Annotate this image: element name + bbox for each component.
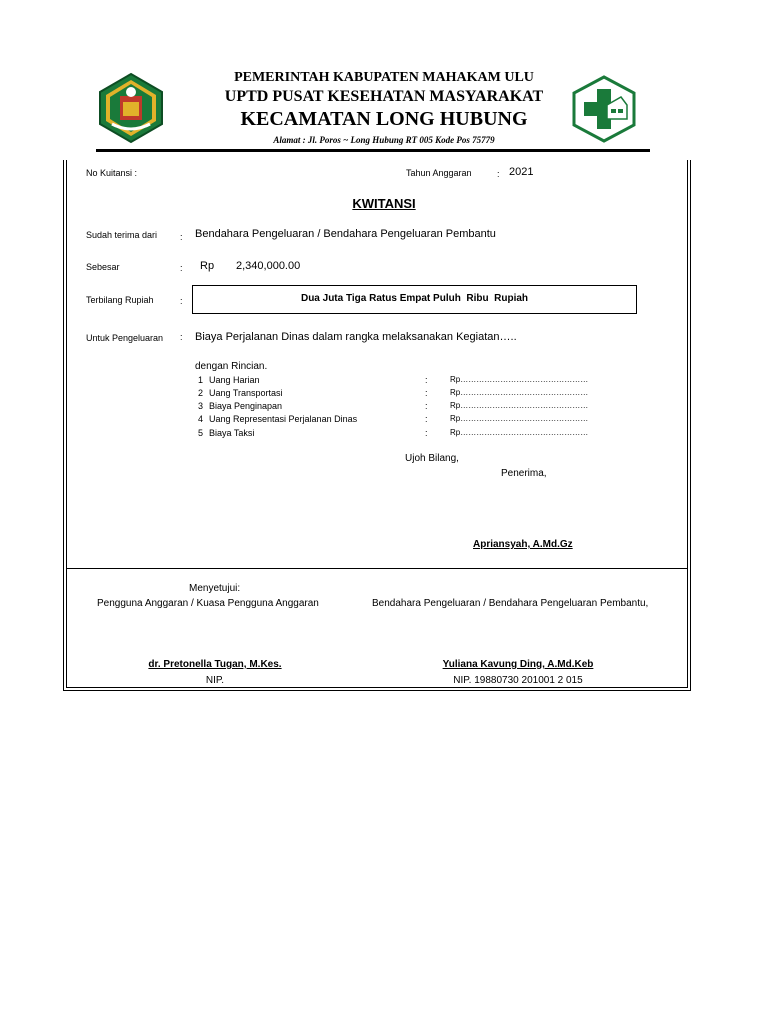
detail-label: Uang Representasi Perjalanan Dinas [209, 414, 358, 424]
detail-colon: : [425, 375, 428, 385]
header-institution: UPTD PUSAT KESEHATAN MASYARAKAT [224, 88, 544, 105]
detail-label: Biaya Taksi [209, 428, 255, 438]
detail-amount: Rp………………………………………… [450, 428, 589, 437]
detail-number: 1 [198, 375, 204, 385]
detail-colon: : [425, 401, 428, 411]
treasurer-name: Yuliana Kavung Ding, A.Md.Keb [442, 659, 594, 670]
spelled-amount-colon: : [180, 296, 183, 306]
amount-label: Sebesar [86, 262, 120, 272]
detail-number: 4 [198, 414, 204, 424]
amount-colon: : [180, 263, 183, 273]
detail-colon: : [425, 414, 428, 424]
detail-amount: Rp………………………………………… [450, 414, 589, 423]
frame-left-outer [63, 160, 64, 690]
budget-year-value: 2021 [509, 166, 534, 178]
spelled-amount-label: Terbilang Rupiah [86, 295, 154, 305]
receiver-label: Penerima, [501, 468, 547, 479]
detail-amount: Rp………………………………………… [450, 375, 589, 384]
amount-value: 2,340,000.00 [236, 260, 301, 272]
detail-label: Biaya Penginapan [209, 401, 283, 411]
received-from-value: Bendahara Pengeluaran / Bendahara Pengeluaran Pembantu [195, 228, 496, 240]
received-from-colon: : [180, 232, 183, 242]
frame-bottom-outer [63, 690, 691, 691]
frame-left-inner [66, 160, 67, 687]
amount-currency: Rp [200, 260, 215, 272]
spelled-amount-value: Dua Juta Tiga Ratus Empat Puluh Ribu Rupiah [300, 293, 529, 304]
approval-divider [66, 568, 688, 569]
budget-year-label: Tahun Anggaran [406, 168, 472, 178]
header-address: Alamat : Jl. Poros ~ Long Hubung RT 005 Kode Pos 75779 [273, 135, 495, 145]
purpose-value: Biaya Perjalanan Dinas dalam rangka melaksanakan Kegiatan….. [195, 331, 517, 343]
receipt-title: KWITANSI [352, 196, 416, 211]
place-date: Ujoh Bilang, [405, 453, 459, 464]
header-divider [96, 149, 650, 152]
budget-user-name: dr. Pretonella Tugan, M.Kes. [148, 659, 282, 670]
detail-amount: Rp………………………………………… [450, 388, 589, 397]
detail-amount: Rp………………………………………… [450, 401, 589, 410]
detail-colon: : [425, 428, 428, 438]
detail-colon: : [425, 388, 428, 398]
receipt-number-label: No Kuitansi : [86, 168, 138, 178]
detail-number: 3 [198, 401, 204, 411]
budget-user-nip: NIP. [205, 675, 225, 686]
detail-number: 5 [198, 428, 204, 438]
purpose-colon: : [180, 332, 183, 342]
detail-label: Uang Transportasi [209, 388, 283, 398]
treasurer-nip: NIP. 19880730 201001 2 015 [453, 675, 583, 686]
detail-label: Uang Harian [209, 375, 260, 385]
frame-bottom-inner [66, 687, 688, 688]
receiver-name: Apriansyah, A.Md.Gz [473, 539, 573, 550]
budget-year-colon: : [497, 169, 500, 179]
frame-right-inner [687, 160, 688, 687]
frame-right-outer [690, 160, 691, 690]
received-from-label: Sudah terima dari [86, 230, 158, 240]
budget-user-role: Pengguna Anggaran / Kuasa Pengguna Anggaran [97, 598, 319, 609]
treasurer-role: Bendahara Pengeluaran / Bendahara Pengeluaran Pembantu, [372, 598, 649, 609]
header-district: KECAMATAN LONG HUBUNG [240, 108, 528, 130]
purpose-label: Untuk Pengeluaran [86, 333, 164, 343]
detail-number: 2 [198, 388, 204, 398]
approve-label: Menyetujui: [189, 583, 241, 594]
header-government: PEMERINTAH KABUPATEN MAHAKAM ULU [234, 70, 534, 85]
details-intro: dengan Rincian. [195, 361, 268, 372]
